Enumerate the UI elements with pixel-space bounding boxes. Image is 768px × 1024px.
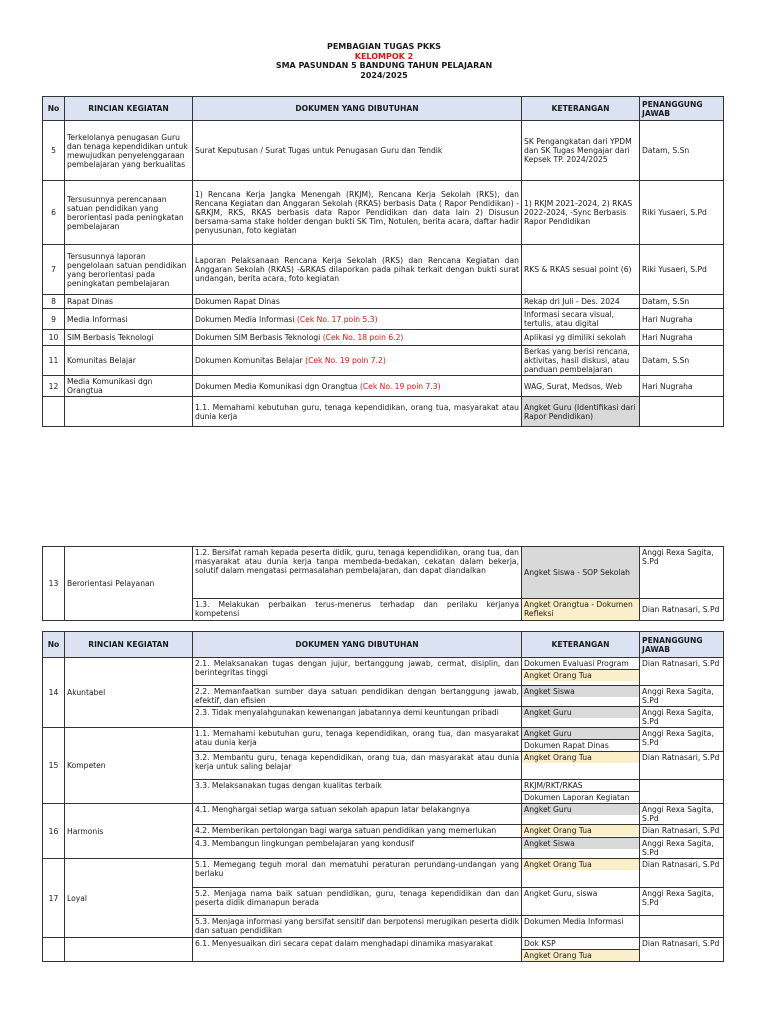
keterangan bbox=[522, 658, 640, 686]
dokumen bbox=[193, 376, 522, 397]
keterangan-item: Angket Orang Tua bbox=[522, 670, 639, 681]
keterangan bbox=[522, 838, 640, 859]
table-row bbox=[43, 245, 724, 295]
dokumen bbox=[193, 181, 522, 245]
keterangan bbox=[522, 752, 640, 780]
dokumen-text: 1) Rencana Kerja Jangka Menengah (RKJM), Rencana Kerja Sekolah (RKS), dan Rencana Kegiatan dan Anggaran Sekolah (RKAS) berbasis Data ( Rapor Pendidikan) -&RKJM, RKS, RKAS berbasis data Rapor Pendidikan dan data lain 2) Disusun bersama-sama stake holder dengan bukti SK Tim, Notulen, berita acara, daftar hadir penyusunan, foto kegiatan bbox=[195, 190, 519, 235]
keterangan-item: Angket Orang Tua bbox=[522, 950, 639, 961]
col-no: No bbox=[43, 97, 65, 121]
rincian-kegiatan: Komunitas Belajar bbox=[65, 346, 193, 376]
keterangan-item: Dokumen Evaluasi Program bbox=[522, 658, 639, 670]
penanggung-jawab: Dian Ratnasari, S.Pd bbox=[640, 599, 724, 621]
table-row bbox=[43, 728, 724, 752]
row-no bbox=[43, 397, 65, 427]
table-row bbox=[43, 804, 724, 825]
dokumen-text: Surat Keputusan / Surat Tugas untuk Penugasan Guru dan Tendik bbox=[195, 146, 443, 155]
table-row bbox=[43, 181, 724, 245]
col-keterangan: KETERANGAN bbox=[522, 632, 640, 658]
keterangan bbox=[522, 888, 640, 916]
doc-title: PEMBAGIAN TUGAS PKKS bbox=[326, 42, 442, 51]
table-row bbox=[43, 938, 724, 962]
rincian-kegiatan: Loyal bbox=[65, 859, 193, 938]
dokumen-item: 1.2. Bersifat ramah kepada peserta didik, guru, tenaga kependidikan, orang tua, dan masyarakat atau dunia kerja tanpa membeda-bedakan, cekatan dalam bekerja, solutif dalam mengatasi permasalahan pembelajaran, dan dapat diandalkan bbox=[193, 547, 522, 599]
dokumen-text: Dokumen Media Komunikasi dgn Orangtua bbox=[195, 381, 358, 391]
dokumen bbox=[193, 121, 522, 181]
penanggung-jawab: Anggi Rexa Sagita, S.Pd bbox=[640, 707, 724, 728]
dokumen bbox=[193, 346, 522, 376]
table-row bbox=[43, 376, 724, 397]
keterangan bbox=[522, 859, 640, 888]
rincian-kegiatan: Akuntabel bbox=[65, 658, 193, 728]
penanggung-jawab: Hari Nugraha bbox=[640, 309, 724, 330]
dokumen-item: 1.1. Memahami kebutuhan guru, tenaga kependidikan, orang tua, dan masyarakat atau dunia kerja bbox=[193, 728, 522, 752]
keterangan-item: RKJM/RKT/RKAS bbox=[522, 780, 639, 792]
row-no: 8 bbox=[43, 295, 65, 309]
col-dokumen: DOKUMEN YANG DIBUTUHAN bbox=[193, 632, 522, 658]
table-row bbox=[43, 859, 724, 888]
col-penanggung-jawab: PENANGGUNG JAWAB bbox=[640, 97, 724, 121]
cross-reference: (Cek No. 19 poin 7.3) bbox=[359, 381, 441, 391]
row-no: 5 bbox=[43, 121, 65, 181]
keterangan: Aplikasi yg dimiliki sekolah bbox=[522, 330, 640, 346]
task-table-1 bbox=[42, 96, 724, 427]
row-no: 14 bbox=[43, 658, 65, 728]
keterangan-item: Dok KSP bbox=[522, 938, 639, 950]
row-no: 15 bbox=[43, 728, 65, 804]
keterangan: 1) RKJM 2021-2024, 2) RKAS 2022-2024, -Sync Berbasis Rapor Pendidikan bbox=[522, 181, 640, 245]
keterangan-item: Dokumen Media Informasi bbox=[524, 917, 624, 926]
row-no: 17 bbox=[43, 859, 65, 938]
penanggung-jawab bbox=[640, 397, 724, 427]
dokumen-text: Dokumen SIM Berbasis Teknologi bbox=[195, 333, 321, 342]
dokumen-item: 5.3. Menjaga informasi yang bersifat sensitif dan berpotensi merugikan peserta didik dan satuan pendidikan bbox=[193, 916, 522, 938]
row-no: 7 bbox=[43, 245, 65, 295]
keterangan-item: Angket Orang Tua bbox=[522, 752, 639, 763]
dokumen bbox=[193, 397, 522, 427]
dokumen-text: Dokumen Komunitas Belajar bbox=[195, 356, 303, 365]
dokumen-item: 3.2. Membantu guru, tenaga kependidikan, orang tua, dan masyarakat atau dunia kerja untuk saling belajar bbox=[193, 752, 522, 780]
penanggung-jawab: Dian Ratnasari, S.Pd bbox=[640, 752, 724, 780]
keterangan-item: Angket Siswa bbox=[522, 838, 639, 849]
rincian-kegiatan: Harmonis bbox=[65, 804, 193, 859]
keterangan-item: Angket Orang Tua bbox=[522, 859, 639, 870]
row-no: 16 bbox=[43, 804, 65, 859]
penanggung-jawab: Anggi Rexa Sagita, S.Pd bbox=[640, 686, 724, 707]
keterangan-item: Angket Orangtua - Dokumen Refleksi bbox=[522, 599, 640, 621]
row-no: 9 bbox=[43, 309, 65, 330]
dokumen-item: 5.1. Memegang teguh moral dan mematuhi peraturan perundang-undangan yang berlaku bbox=[193, 859, 522, 888]
row-no: 13 bbox=[43, 547, 65, 621]
penanggung-jawab: Anggi Rexa Sagita, S.Pd bbox=[640, 804, 724, 825]
table-row bbox=[43, 658, 724, 686]
dokumen-text: Dokumen Rapat Dinas bbox=[195, 297, 280, 306]
penanggung-jawab: Datam, S.Sn bbox=[640, 121, 724, 181]
keterangan: WAG, Surat, Medsos, Web bbox=[522, 376, 640, 397]
penanggung-jawab: Anggi Rexa Sagita, S.Pd bbox=[640, 728, 724, 752]
rincian-kegiatan: SIM Berbasis Teknologi bbox=[65, 330, 193, 346]
task-table-2 bbox=[42, 546, 724, 621]
keterangan bbox=[522, 916, 640, 938]
dokumen-item: 4.3. Membangun lingkungan pembelajaran yang kondusif bbox=[193, 838, 522, 859]
col-dokumen: DOKUMEN YANG DIBUTUHAN bbox=[193, 97, 522, 121]
dokumen-item: 3.3. Melaksanakan tugas dengan kualitas terbaik bbox=[193, 780, 522, 804]
row-no bbox=[43, 938, 65, 962]
keterangan bbox=[522, 686, 640, 707]
rincian-kegiatan: Rapat Dinas bbox=[65, 295, 193, 309]
keterangan-item: Dokumen Rapat Dinas bbox=[524, 741, 609, 750]
col-penanggung-jawab: PENANGGUNG JAWAB bbox=[640, 632, 724, 658]
rincian-kegiatan bbox=[65, 397, 193, 427]
rincian-kegiatan: Media Informasi bbox=[65, 309, 193, 330]
keterangan-item: Angket Siswa - SOP Sekolah bbox=[522, 547, 640, 599]
penanggung-jawab: Dian Ratnasari, S.Pd bbox=[640, 825, 724, 838]
dokumen bbox=[193, 330, 522, 346]
school-year: 2024/2025 bbox=[360, 70, 408, 80]
dokumen-text: 1.1. Memahami kebutuhan guru, tenaga kependidikan, orang tua, masyarakat atau dunia kerja bbox=[195, 402, 519, 421]
keterangan bbox=[522, 780, 640, 804]
table-row bbox=[43, 330, 724, 346]
dokumen-item: 4.1. Menghargai setiap warga satuan sekolah apapun latar belakangnya bbox=[193, 804, 522, 825]
keterangan-item: Angket Guru, siswa bbox=[524, 889, 598, 898]
dokumen-item: 5.2. Menjaga nama baik satuan pendidikan, guru, tenaga kependidikan dan dan peserta didik dimanapun berada bbox=[193, 888, 522, 916]
dokumen bbox=[193, 295, 522, 309]
col-keterangan: KETERANGAN bbox=[522, 97, 640, 121]
rincian-kegiatan: Tersusunnya laporan pengelolaan satuan pendidikan yang berorientasi pada peningkatan pembelajaran bbox=[65, 245, 193, 295]
keterangan-item: Angket Siswa bbox=[522, 686, 639, 697]
penanggung-jawab: Riki Yusaeri, S.Pd bbox=[640, 181, 724, 245]
keterangan-item: Dokumen Laporan Kegiatan bbox=[524, 793, 630, 802]
penanggung-jawab: Hari Nugraha bbox=[640, 376, 724, 397]
rincian-kegiatan bbox=[65, 938, 193, 962]
keterangan: RKS & RKAS sesuai point (6) bbox=[522, 245, 640, 295]
dokumen-item: 2.1. Melaksanakan tugas dengan jujur, bertanggung jawab, cermat, disiplin, dan berintegritas tinggi bbox=[193, 658, 522, 686]
rincian-kegiatan: Kompeten bbox=[65, 728, 193, 804]
penanggung-jawab: Dian Ratnasari, S.Pd bbox=[640, 658, 724, 686]
table-row bbox=[43, 121, 724, 181]
col-rincian: RINCIAN KEGIATAN bbox=[65, 632, 193, 658]
keterangan-item: Angket Guru bbox=[522, 804, 639, 815]
penanggung-jawab: Dian Ratnasari, S.Pd bbox=[640, 859, 724, 888]
col-no: No bbox=[43, 632, 65, 658]
keterangan-item: Angket Guru bbox=[522, 728, 639, 740]
penanggung-jawab: Dian Ratnasari, S.Pd bbox=[640, 938, 724, 962]
table-row bbox=[43, 346, 724, 376]
row-no: 10 bbox=[43, 330, 65, 346]
penanggung-jawab: Anggi Rexa Sagita, S.Pd bbox=[640, 838, 724, 859]
keterangan bbox=[522, 804, 640, 825]
keterangan bbox=[522, 728, 640, 752]
dokumen-item: 2.3. Tidak menyalahgunakan kewenangan jabatannya demi keuntungan pribadi bbox=[193, 707, 522, 728]
rincian-kegiatan: Terkelolanya penugasan Guru dan tenaga kependidikan untuk mewujudkan penyelenggaraan pembelajaran yang berkualitas bbox=[65, 121, 193, 181]
penanggung-jawab: Hari Nugraha bbox=[640, 330, 724, 346]
keterangan: Angket Guru (Identifikasi dari Rapor Pendidikan) bbox=[522, 397, 640, 427]
keterangan: Informasi secara visual, tertulis, atau digital bbox=[522, 309, 640, 330]
dokumen-text: Laporan Pelaksanaan Rencana Kerja Sekolah (RKS) dan Rencana Kegiatan dan Anggaran Sekolah (RKAS) -&RKAS dilaporkan pada pihak terkait dengan bukti surat undangan, berita acara, foto kegiatan bbox=[195, 256, 519, 283]
keterangan: Berkas yang berisi rencana, aktivitas, hasil diskusi, atau panduan pembelajaran bbox=[522, 346, 640, 376]
dokumen-text: Dokumen Media Informasi bbox=[195, 314, 295, 324]
table-row bbox=[43, 295, 724, 309]
penanggung-jawab bbox=[640, 916, 724, 938]
dokumen-item: 2.2. Memanfaatkan sumber daya satuan pendidikan dengan bertanggung jawab, efektif, dan efisien bbox=[193, 686, 522, 707]
school-name: SMA PASUNDAN 5 BANDUNG TAHUN PELAJARAN bbox=[275, 61, 493, 70]
keterangan bbox=[522, 707, 640, 728]
row-no: 6 bbox=[43, 181, 65, 245]
keterangan-item: Angket Orang Tua bbox=[522, 825, 639, 836]
keterangan-item: Angket Guru bbox=[522, 707, 639, 718]
row-no: 12 bbox=[43, 376, 65, 397]
rincian-kegiatan: Media Komunikasi dgn Orangtua bbox=[65, 376, 193, 397]
cross-reference: (Cek No. 17 poin 5.3) bbox=[296, 314, 378, 324]
dokumen-item: 6.1. Menyesuaikan diri secara cepat dalam menghadapi dinamika masyarakat bbox=[193, 938, 522, 962]
row-no: 11 bbox=[43, 346, 65, 376]
penanggung-jawab: Anggi Rexa Sagita, S.Pd bbox=[640, 547, 724, 599]
rincian-kegiatan: Berorientasi Pelayanan bbox=[65, 547, 193, 621]
dokumen-item: 1.3. Melakukan perbaikan terus-menerus terhadap dan perilaku kerjanya kompetensi bbox=[193, 599, 522, 621]
rincian-kegiatan: Tersusunnya perencanaan satuan pendidikan yang berorientasi pada peningkatan pembelajaran bbox=[65, 181, 193, 245]
keterangan bbox=[522, 938, 640, 962]
cross-reference: (Cek No. 18 poin 6.2) bbox=[322, 333, 404, 342]
dokumen-item: 4.2. Memberikan pertolongan bagi warga satuan pendidikan yang memerlukan bbox=[193, 825, 522, 838]
keterangan: Rekap dri Juli - Des. 2024 bbox=[522, 295, 640, 309]
table-row bbox=[43, 397, 724, 427]
dokumen bbox=[193, 245, 522, 295]
penanggung-jawab: Riki Yusaeri, S.Pd bbox=[640, 245, 724, 295]
task-table-3 bbox=[42, 631, 724, 962]
keterangan: SK Pengangkatan dari YPDM dan SK Tugas Mengajar dari Kepsek TP. 2024/2025 bbox=[522, 121, 640, 181]
group-label: KELOMPOK 2 bbox=[354, 51, 414, 61]
table-row bbox=[43, 309, 724, 330]
dokumen bbox=[193, 309, 522, 330]
cross-reference: (Cek No. 19 poin 7.2) bbox=[305, 356, 386, 365]
penanggung-jawab: Datam, S.Sn bbox=[640, 346, 724, 376]
col-rincian: RINCIAN KEGIATAN bbox=[65, 97, 193, 121]
document-header bbox=[0, 42, 768, 80]
penanggung-jawab: Datam, S.Sn bbox=[640, 295, 724, 309]
penanggung-jawab bbox=[640, 780, 724, 804]
keterangan bbox=[522, 825, 640, 838]
penanggung-jawab: Anggi Rexa Sagita, S.Pd bbox=[640, 888, 724, 916]
